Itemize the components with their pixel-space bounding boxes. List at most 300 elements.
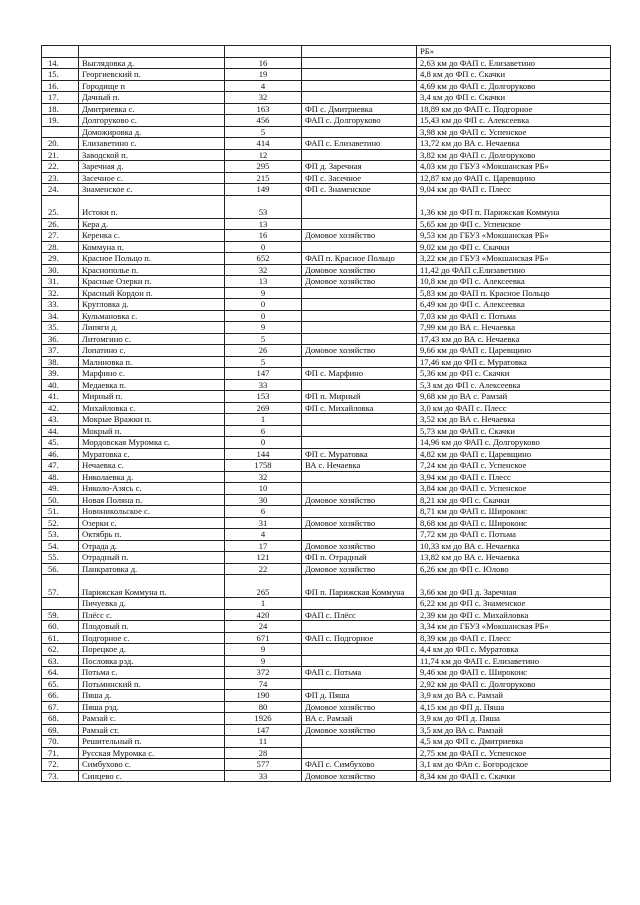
settlement-name-cell: Новая Поляна п. (79, 494, 225, 506)
table-row (42, 241, 611, 253)
distance-cell: 5,3 км до ФП с. Алексеевка (417, 379, 611, 391)
settlement-name-cell: Медаевка п. (79, 379, 225, 391)
row-number-cell: 57. (42, 575, 79, 598)
settlement-name-cell: Кульмановка с. (79, 310, 225, 322)
population-cell: 32 (225, 92, 302, 104)
row-number-cell: 65. (42, 678, 79, 690)
medical-facility-cell (302, 80, 417, 92)
medical-facility-cell: ФП с. Марфино (302, 368, 417, 380)
row-number-cell: 55. (42, 552, 79, 564)
table-row (42, 57, 611, 69)
distance-cell: 3,22 км до ГБУЗ «Мокшанская РБ» (417, 253, 611, 265)
settlements-table (41, 45, 611, 782)
settlement-name-cell: Выглядовка д. (79, 57, 225, 69)
distance-cell: 18,89 км до ФАП с. Подгорное (417, 103, 611, 115)
distance-cell: 10,33 км до ВА с. Нечаевка (417, 540, 611, 552)
row-number-cell (42, 46, 79, 58)
table-row (42, 138, 611, 150)
distance-cell: 8,34 км до ФАП с. Скачки (417, 770, 611, 782)
row-number-cell: 42. (42, 402, 79, 414)
distance-cell: 2,92 км до ФАП с. Долгоруково (417, 678, 611, 690)
distance-cell: 7,99 км до ВА с. Нечаевка (417, 322, 611, 334)
table-row (42, 494, 611, 506)
population-cell: 190 (225, 690, 302, 702)
population-cell: 147 (225, 368, 302, 380)
settlement-name-cell: Рамзай с. (79, 713, 225, 725)
distance-cell: 4,03 км до ГБУЗ «Мокшанская РБ» (417, 161, 611, 173)
settlement-name-cell: Рамзай ст. (79, 724, 225, 736)
distance-cell: 4,5 км до ФП с. Дмитриевка (417, 736, 611, 748)
table-row (42, 356, 611, 368)
table-row (42, 437, 611, 449)
distance-cell: 7,72 км до ФАП с. Потьма (417, 529, 611, 541)
medical-facility-cell (302, 747, 417, 759)
distance-cell: 3,52 км до ВА с. Нечаевка (417, 414, 611, 426)
row-number-cell: 22. (42, 161, 79, 173)
table-row (42, 184, 611, 196)
distance-cell: 9,02 км до ФП с. Скачки (417, 241, 611, 253)
population-cell: 144 (225, 448, 302, 460)
settlement-name-cell: Липяги д. (79, 322, 225, 334)
row-number-cell: 45. (42, 437, 79, 449)
table-row (42, 161, 611, 173)
row-number-cell: 68. (42, 713, 79, 725)
table-row (42, 598, 611, 610)
distance-cell: 17,43 км до ВА с. Нечаевка (417, 333, 611, 345)
medical-facility-cell: ФП п. Мирный (302, 391, 417, 403)
table-row (42, 195, 611, 218)
population-cell: 31 (225, 517, 302, 529)
distance-cell: 3,66 км до ФП д. Заречная (417, 575, 611, 598)
population-cell: 10 (225, 483, 302, 495)
distance-cell: 6,26 км до ФП с. Юлово (417, 563, 611, 575)
medical-facility-cell (302, 299, 417, 311)
settlement-name-cell: Знаменское с. (79, 184, 225, 196)
settlement-name-cell: Пяша д. (79, 690, 225, 702)
distance-cell: 3,9 км до ВА с. Рамзай (417, 690, 611, 702)
population-cell: 295 (225, 161, 302, 173)
table-row (42, 552, 611, 564)
row-number-cell: 15. (42, 69, 79, 81)
distance-cell: 14,96 км до ФАП с. Долгоруково (417, 437, 611, 449)
row-number-cell: 35. (42, 322, 79, 334)
table-row (42, 69, 611, 81)
settlement-name-cell: Плодовый п. (79, 621, 225, 633)
population-cell: 9 (225, 655, 302, 667)
table-row (42, 299, 611, 311)
population-cell: 147 (225, 724, 302, 736)
medical-facility-cell: ФП с. Засечное (302, 172, 417, 184)
row-number-cell: 39. (42, 368, 79, 380)
settlement-name-cell: Николо-Азясь с. (79, 483, 225, 495)
table-row (42, 115, 611, 127)
settlement-name-cell: Новоникольское с. (79, 506, 225, 518)
row-number-cell: 54. (42, 540, 79, 552)
settlement-name-cell: Мордовская Муромка с. (79, 437, 225, 449)
distance-cell: 4,8 км до ФП с. Скачки (417, 69, 611, 81)
medical-facility-cell (302, 287, 417, 299)
population-cell: 9 (225, 287, 302, 299)
distance-cell: 1,36 км до ФП п. Парижская Коммуна (417, 195, 611, 218)
medical-facility-cell: ФП п. Отрадный (302, 552, 417, 564)
row-number-cell: 71. (42, 747, 79, 759)
medical-facility-cell (302, 333, 417, 345)
row-number-cell: 51. (42, 506, 79, 518)
population-cell: 0 (225, 241, 302, 253)
settlement-name-cell: Краснополье п. (79, 264, 225, 276)
population-cell: 269 (225, 402, 302, 414)
population-cell: 13 (225, 276, 302, 288)
settlement-name-cell (79, 46, 225, 58)
population-cell: 6 (225, 425, 302, 437)
population-cell: 16 (225, 57, 302, 69)
medical-facility-cell (302, 322, 417, 334)
row-number-cell: 59. (42, 609, 79, 621)
settlement-name-cell: Заречная д. (79, 161, 225, 173)
population-cell: 30 (225, 494, 302, 506)
medical-facility-cell: Домовое хозяйство (302, 563, 417, 575)
medical-facility-cell: ФП с. Дмитриевка (302, 103, 417, 115)
distance-cell: 11,42 до ФАП с.Елизаветино (417, 264, 611, 276)
row-number-cell: 38. (42, 356, 79, 368)
row-number-cell: 25. (42, 195, 79, 218)
distance-cell: 8,71 км до ФАП с. Широкоис (417, 506, 611, 518)
medical-facility-cell (302, 598, 417, 610)
row-number-cell: 60. (42, 621, 79, 633)
distance-cell: 8,39 км до ФАП с. Плесс (417, 632, 611, 644)
population-cell: 372 (225, 667, 302, 679)
population-cell: 265 (225, 575, 302, 598)
medical-facility-cell: Домовое хозяйство (302, 494, 417, 506)
row-number-cell: 46. (42, 448, 79, 460)
distance-cell: 4,15 км до ФП д. Пяша (417, 701, 611, 713)
row-number-cell: 48. (42, 471, 79, 483)
population-cell: 456 (225, 115, 302, 127)
settlement-name-cell: Николаевка д. (79, 471, 225, 483)
medical-facility-cell (302, 46, 417, 58)
row-number-cell: 27. (42, 230, 79, 242)
medical-facility-cell: ФАП с. Подгорное (302, 632, 417, 644)
medical-facility-cell (302, 310, 417, 322)
medical-facility-cell (302, 218, 417, 230)
population-cell: 9 (225, 644, 302, 656)
settlement-name-cell: Коммуна п. (79, 241, 225, 253)
distance-cell: 4,69 км до ФАП с. Долгоруково (417, 80, 611, 92)
population-cell: 17 (225, 540, 302, 552)
medical-facility-cell (302, 69, 417, 81)
medical-facility-cell (302, 437, 417, 449)
row-number-cell: 66. (42, 690, 79, 702)
table-row (42, 253, 611, 265)
distance-cell: 4,4 км до ФП с. Муратовка (417, 644, 611, 656)
settlement-name-cell: Плёсс с. (79, 609, 225, 621)
row-number-cell: 19. (42, 115, 79, 127)
table-row (42, 414, 611, 426)
distance-cell: 3,82 км до ФАП с. Долгоруково (417, 149, 611, 161)
medical-facility-cell: Домовое хозяйство (302, 701, 417, 713)
row-number-cell: 33. (42, 299, 79, 311)
distance-cell: 6,22 км до ФП с. Знаменское (417, 598, 611, 610)
table-row (42, 667, 611, 679)
distance-cell: 8,21 км до ФП с. Скачки (417, 494, 611, 506)
medical-facility-cell: Домовое хозяйство (302, 230, 417, 242)
population-cell: 33 (225, 770, 302, 782)
distance-cell: 9,46 км до ФАП с. Широкоис (417, 667, 611, 679)
population-cell: 420 (225, 609, 302, 621)
population-cell: 32 (225, 264, 302, 276)
settlement-name-cell: Истоки п. (79, 195, 225, 218)
row-number-cell: 52. (42, 517, 79, 529)
medical-facility-cell (302, 621, 417, 633)
row-number-cell: 40. (42, 379, 79, 391)
table-row (42, 379, 611, 391)
table-row (42, 759, 611, 771)
table-row (42, 345, 611, 357)
row-number-cell: 26. (42, 218, 79, 230)
population-cell: 12 (225, 149, 302, 161)
row-number-cell: 20. (42, 138, 79, 150)
settlement-name-cell: Потьма с. (79, 667, 225, 679)
settlement-name-cell: Октябрь п. (79, 529, 225, 541)
settlement-name-cell: Мокрый п. (79, 425, 225, 437)
table-row (42, 322, 611, 334)
row-number-cell: 44. (42, 425, 79, 437)
settlement-name-cell: Пяша рзд. (79, 701, 225, 713)
table-row (42, 517, 611, 529)
row-number-cell (42, 598, 79, 610)
table-row (42, 632, 611, 644)
distance-cell: 9,04 км до ФАП с. Плесс (417, 184, 611, 196)
table-body (42, 46, 611, 782)
settlement-name-cell: Заводской п. (79, 149, 225, 161)
settlement-name-cell: Михайловка с. (79, 402, 225, 414)
distance-cell: 7,03 км до ФАП с. Потьма (417, 310, 611, 322)
settlement-name-cell: Елизаветино с. (79, 138, 225, 150)
table-row (42, 264, 611, 276)
population-cell: 4 (225, 529, 302, 541)
table-row (42, 333, 611, 345)
settlement-name-cell: Симбухово с. (79, 759, 225, 771)
medical-facility-cell: Домовое хозяйство (302, 724, 417, 736)
population-cell: 0 (225, 310, 302, 322)
table-row (42, 770, 611, 782)
row-number-cell (42, 126, 79, 138)
row-number-cell: 62. (42, 644, 79, 656)
distance-cell: 3,1 км до ФАп с. Богородское (417, 759, 611, 771)
population-cell: 26 (225, 345, 302, 357)
population-cell: 577 (225, 759, 302, 771)
population-cell: 652 (225, 253, 302, 265)
population-cell: 33 (225, 379, 302, 391)
row-number-cell: 50. (42, 494, 79, 506)
table-row (42, 529, 611, 541)
distance-cell: 7,24 км до ФАП с. Успенское (417, 460, 611, 472)
table-row (42, 690, 611, 702)
medical-facility-cell: Домовое хозяйство (302, 264, 417, 276)
row-number-cell: 73. (42, 770, 79, 782)
settlement-name-cell: Мирный п. (79, 391, 225, 403)
row-number-cell: 72. (42, 759, 79, 771)
population-cell: 671 (225, 632, 302, 644)
settlement-name-cell: Красный Кордон п. (79, 287, 225, 299)
medical-facility-cell (302, 655, 417, 667)
table-row (42, 678, 611, 690)
medical-facility-cell (302, 414, 417, 426)
table-row (42, 736, 611, 748)
population-cell: 19 (225, 69, 302, 81)
distance-cell: 13,72 км до ВА с. Нечаевка (417, 138, 611, 150)
population-cell: 1 (225, 598, 302, 610)
distance-cell: РБ» (417, 46, 611, 58)
table-row (42, 287, 611, 299)
medical-facility-cell (302, 92, 417, 104)
table-row (42, 483, 611, 495)
medical-facility-cell (302, 356, 417, 368)
medical-facility-cell (302, 149, 417, 161)
medical-facility-cell: ФАП с. Долгоруково (302, 115, 417, 127)
document-page (41, 45, 610, 782)
medical-facility-cell (302, 57, 417, 69)
settlement-name-cell: Отрада д. (79, 540, 225, 552)
settlement-name-cell: Дачный п. (79, 92, 225, 104)
settlement-name-cell: Лопатино с. (79, 345, 225, 357)
distance-cell: 4,82 км до ФАП с. Царевщино (417, 448, 611, 460)
settlement-name-cell: Кругловка д. (79, 299, 225, 311)
distance-cell: 11,74 км до ФАП с. Елизаветино (417, 655, 611, 667)
settlement-name-cell: Долгоруково с. (79, 115, 225, 127)
settlement-name-cell: Озерки с. (79, 517, 225, 529)
distance-cell: 9,68 км до ВА с. Рамзай (417, 391, 611, 403)
table-row (42, 713, 611, 725)
row-number-cell: 69. (42, 724, 79, 736)
medical-facility-cell: ФП с. Михайловка (302, 402, 417, 414)
table-row (42, 103, 611, 115)
population-cell: 1758 (225, 460, 302, 472)
distance-cell: 2,39 км до ФП с. Михайловка (417, 609, 611, 621)
settlement-name-cell: Красное Польцо п. (79, 253, 225, 265)
population-cell: 80 (225, 701, 302, 713)
row-number-cell: 70. (42, 736, 79, 748)
distance-cell: 3,34 км до ГБУЗ «Мокшанская РБ» (417, 621, 611, 633)
row-number-cell: 32. (42, 287, 79, 299)
table-row (42, 46, 611, 58)
table-row (42, 80, 611, 92)
medical-facility-cell: Домовое хозяйство (302, 770, 417, 782)
table-row (42, 230, 611, 242)
table-row (42, 402, 611, 414)
population-cell: 1 (225, 414, 302, 426)
population-cell: 153 (225, 391, 302, 403)
row-number-cell: 43. (42, 414, 79, 426)
medical-facility-cell: ВА с. Нечаевка (302, 460, 417, 472)
population-cell: 414 (225, 138, 302, 150)
settlement-name-cell: Отрадный п. (79, 552, 225, 564)
medical-facility-cell: Домовое хозяйство (302, 540, 417, 552)
settlement-name-cell: Синцево с. (79, 770, 225, 782)
population-cell: 215 (225, 172, 302, 184)
medical-facility-cell: ФАП с. Плёсс (302, 609, 417, 621)
settlement-name-cell: Порецкое д. (79, 644, 225, 656)
medical-facility-cell: Домовое хозяйство (302, 345, 417, 357)
table-row (42, 172, 611, 184)
medical-facility-cell (302, 506, 417, 518)
settlement-name-cell: Георгиевский п. (79, 69, 225, 81)
settlement-name-cell: Доможировка д. (79, 126, 225, 138)
medical-facility-cell (302, 425, 417, 437)
medical-facility-cell: ФАП с. Елизаветино (302, 138, 417, 150)
population-cell: 22 (225, 563, 302, 575)
medical-facility-cell: ФАП с. Симбухово (302, 759, 417, 771)
settlement-name-cell: Решительный п. (79, 736, 225, 748)
distance-cell: 5,65 км до ФП с. Успенское (417, 218, 611, 230)
population-cell: 121 (225, 552, 302, 564)
population-cell: 6 (225, 506, 302, 518)
distance-cell: 6,49 км до ФП с. Алексеевка (417, 299, 611, 311)
settlement-name-cell: Городище п (79, 80, 225, 92)
table-row (42, 621, 611, 633)
medical-facility-cell (302, 644, 417, 656)
medical-facility-cell: ФП п. Парижская Коммуна (302, 575, 417, 598)
row-number-cell: 64. (42, 667, 79, 679)
row-number-cell: 18. (42, 103, 79, 115)
medical-facility-cell (302, 379, 417, 391)
distance-cell: 5,73 км до ФАП с. Скачки (417, 425, 611, 437)
row-number-cell: 21. (42, 149, 79, 161)
medical-facility-cell: ФП с. Муратовка (302, 448, 417, 460)
row-number-cell: 53. (42, 529, 79, 541)
population-cell: 1926 (225, 713, 302, 725)
medical-facility-cell (302, 241, 417, 253)
table-row (42, 460, 611, 472)
population-cell: 32 (225, 471, 302, 483)
population-cell (225, 46, 302, 58)
medical-facility-cell: ФАП п. Красное Польцо (302, 253, 417, 265)
distance-cell: 12,87 км до ФАП с. Царевщино (417, 172, 611, 184)
row-number-cell: 47. (42, 460, 79, 472)
distance-cell: 17,46 км до ФП с. Муратовка (417, 356, 611, 368)
distance-cell: 3,4 км до ФП с. Скачки (417, 92, 611, 104)
row-number-cell: 16. (42, 80, 79, 92)
medical-facility-cell: Домовое хозяйство (302, 517, 417, 529)
distance-cell: 5,83 км до ФАП п. Красное Польцо (417, 287, 611, 299)
population-cell: 163 (225, 103, 302, 115)
settlement-name-cell: Марфино с. (79, 368, 225, 380)
distance-cell: 10,8 км до ФП с. Алексеевка (417, 276, 611, 288)
table-row (42, 747, 611, 759)
distance-cell: 2,63 км до ФАП с. Елизаветино (417, 57, 611, 69)
distance-cell: 3,5 км до ВА с. Рамзай (417, 724, 611, 736)
table-row (42, 310, 611, 322)
settlement-name-cell: Дмитриевка с. (79, 103, 225, 115)
table-row (42, 575, 611, 598)
table-row (42, 540, 611, 552)
table-row (42, 655, 611, 667)
settlement-name-cell: Мокрые Вражки п. (79, 414, 225, 426)
settlement-name-cell: Муратовка с. (79, 448, 225, 460)
table-row (42, 391, 611, 403)
row-number-cell: 29. (42, 253, 79, 265)
row-number-cell: 14. (42, 57, 79, 69)
table-row (42, 149, 611, 161)
medical-facility-cell (302, 126, 417, 138)
medical-facility-cell: ФАП с. Потьма (302, 667, 417, 679)
distance-cell: 9,66 км до ФАП с. Царевщино (417, 345, 611, 357)
population-cell: 74 (225, 678, 302, 690)
table-row (42, 448, 611, 460)
table-row (42, 563, 611, 575)
population-cell: 28 (225, 747, 302, 759)
settlement-name-cell: Нечаевка с. (79, 460, 225, 472)
